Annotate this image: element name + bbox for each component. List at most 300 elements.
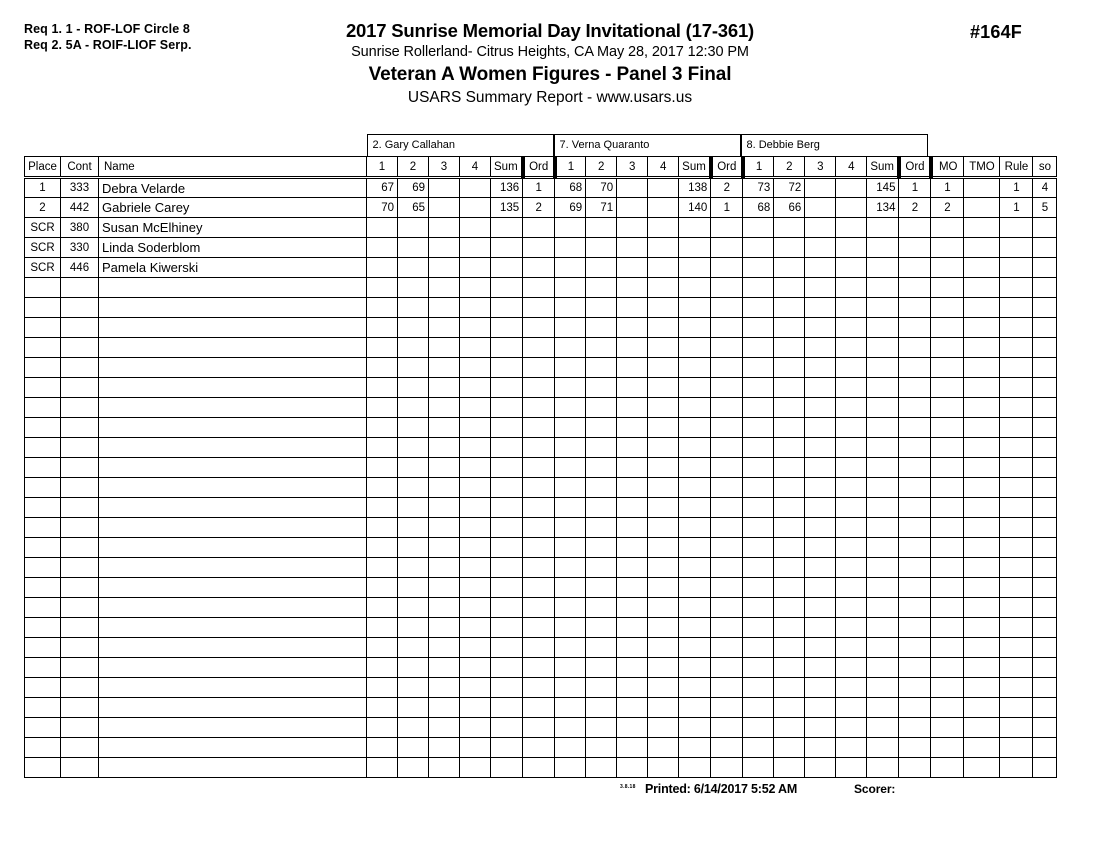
cell-empty (1033, 338, 1057, 358)
table-row-empty (25, 498, 1057, 518)
cell-empty (586, 318, 617, 338)
cell-empty (367, 338, 398, 358)
cell-j1-ord (523, 238, 555, 258)
cell-empty (836, 418, 867, 438)
cell-empty (679, 698, 711, 718)
cell-empty (836, 618, 867, 638)
cell-empty (61, 718, 99, 738)
cell-empty (617, 418, 648, 438)
cell-rule (1000, 218, 1033, 238)
table-row-empty (25, 298, 1057, 318)
cell-empty (367, 638, 398, 658)
table-row-empty (25, 418, 1057, 438)
cell-empty (836, 378, 867, 398)
cell-empty (964, 298, 1000, 318)
cell-j1-f4 (460, 218, 491, 238)
cell-empty (964, 698, 1000, 718)
cell-empty (586, 678, 617, 698)
cell-empty (1033, 438, 1057, 458)
cell-empty (61, 318, 99, 338)
scoresheet-grid (24, 156, 1057, 778)
cell-empty (774, 718, 805, 738)
cell-empty (523, 538, 555, 558)
cell-empty (491, 418, 523, 438)
cell-j3-f1 (743, 258, 774, 278)
cell-empty (743, 718, 774, 738)
cell-empty (931, 598, 964, 618)
cell-empty (25, 598, 61, 618)
cell-empty (523, 598, 555, 618)
cell-empty (899, 638, 931, 658)
cell-empty (25, 338, 61, 358)
cell-so: 5 (1033, 198, 1057, 218)
cell-empty (648, 438, 679, 458)
cell-empty (367, 678, 398, 698)
cell-j3-f4 (836, 258, 867, 278)
cell-empty (964, 518, 1000, 538)
col-header-name: Name (99, 157, 367, 178)
cell-empty (523, 418, 555, 438)
cell-empty (648, 458, 679, 478)
cell-empty (836, 338, 867, 358)
cell-empty (679, 578, 711, 598)
cell-empty (1000, 678, 1033, 698)
cell-empty (805, 578, 836, 598)
cell-empty (964, 478, 1000, 498)
table-row (25, 198, 1057, 218)
cell-empty (429, 558, 460, 578)
cell-j2-sum (679, 258, 711, 278)
cell-empty (899, 678, 931, 698)
cell-empty (61, 658, 99, 678)
cell-empty (617, 358, 648, 378)
cell-j2-f2 (586, 218, 617, 238)
cell-empty (99, 538, 367, 558)
cell-empty (711, 718, 743, 738)
cell-empty (99, 718, 367, 738)
cell-mo: 2 (931, 198, 964, 218)
cell-empty (867, 558, 899, 578)
cell-empty (460, 438, 491, 458)
cell-empty (429, 378, 460, 398)
cell-j1-f3 (429, 198, 460, 218)
cell-empty (555, 438, 586, 458)
cell-empty (555, 618, 586, 638)
col-header-j3-fig2: 2 (774, 157, 805, 178)
cell-empty (711, 558, 743, 578)
cell-empty (805, 598, 836, 618)
cell-empty (1033, 558, 1057, 578)
cell-empty (1033, 698, 1057, 718)
cell-empty (899, 378, 931, 398)
cell-empty (711, 298, 743, 318)
cell-empty (931, 478, 964, 498)
cell-empty (61, 558, 99, 578)
cell-empty (964, 578, 1000, 598)
cell-j1-sum: 136 (491, 178, 523, 198)
cell-empty (711, 678, 743, 698)
cell-empty (836, 738, 867, 758)
cell-empty (523, 338, 555, 358)
cell-empty (711, 518, 743, 538)
cell-empty (711, 698, 743, 718)
cell-empty (743, 498, 774, 518)
cell-empty (555, 738, 586, 758)
cell-j3-ord: 1 (899, 178, 931, 198)
cell-empty (964, 558, 1000, 578)
cell-j2-ord: 1 (711, 198, 743, 218)
cell-empty (1000, 718, 1033, 738)
cell-empty (805, 518, 836, 538)
cell-empty (429, 518, 460, 538)
cell-empty (398, 378, 429, 398)
cell-name: Gabriele Carey (99, 198, 367, 218)
cell-empty (1000, 698, 1033, 718)
cell-empty (1000, 738, 1033, 758)
cell-empty (491, 538, 523, 558)
cell-empty (899, 618, 931, 638)
cell-empty (964, 438, 1000, 458)
cell-empty (25, 358, 61, 378)
cell-empty (1000, 578, 1033, 598)
cell-empty (523, 718, 555, 738)
cell-j3-f1 (743, 218, 774, 238)
cell-empty (429, 458, 460, 478)
cell-empty (899, 298, 931, 318)
cell-empty (774, 438, 805, 458)
cell-j1-sum (491, 218, 523, 238)
cell-empty (491, 578, 523, 598)
cell-j3-ord (899, 258, 931, 278)
cell-empty (398, 518, 429, 538)
cell-j2-f1 (555, 238, 586, 258)
cell-empty (964, 598, 1000, 618)
cell-empty (367, 538, 398, 558)
cell-empty (867, 298, 899, 318)
cell-empty (61, 678, 99, 698)
cell-empty (586, 338, 617, 358)
cell-j1-ord: 2 (523, 198, 555, 218)
cell-empty (429, 678, 460, 698)
cell-j2-ord (711, 218, 743, 238)
cell-empty (899, 358, 931, 378)
cell-empty (1033, 498, 1057, 518)
cell-empty (805, 378, 836, 398)
cell-empty (398, 658, 429, 678)
cell-empty (1033, 458, 1057, 478)
cell-empty (743, 698, 774, 718)
cell-empty (931, 438, 964, 458)
cell-empty (899, 418, 931, 438)
cell-empty (679, 318, 711, 338)
cell-empty (398, 758, 429, 778)
cell-empty (805, 538, 836, 558)
cell-empty (460, 738, 491, 758)
cell-j1-ord: 1 (523, 178, 555, 198)
cell-j2-f4 (648, 218, 679, 238)
cell-empty (523, 278, 555, 298)
cell-empty (743, 418, 774, 438)
cell-empty (1000, 378, 1033, 398)
col-header-j2-fig2: 2 (586, 157, 617, 178)
cell-empty (523, 438, 555, 458)
cell-empty (867, 758, 899, 778)
cell-empty (617, 318, 648, 338)
cell-empty (61, 378, 99, 398)
cell-empty (867, 498, 899, 518)
cell-empty (367, 558, 398, 578)
cell-empty (743, 538, 774, 558)
cell-empty (867, 458, 899, 478)
cell-empty (429, 658, 460, 678)
cell-empty (743, 318, 774, 338)
cell-empty (774, 358, 805, 378)
cell-tmo (964, 178, 1000, 198)
cell-empty (679, 518, 711, 538)
cell-empty (711, 478, 743, 498)
cell-empty (429, 618, 460, 638)
table-row-empty (25, 718, 1057, 738)
cell-empty (491, 338, 523, 358)
cell-empty (99, 758, 367, 778)
cell-empty (931, 318, 964, 338)
cell-empty (460, 458, 491, 478)
cell-empty (711, 318, 743, 338)
report-subtitle: USARS Summary Report - www.usars.us (407, 89, 693, 106)
col-header-j1-fig1: 1 (367, 157, 398, 178)
cell-empty (555, 298, 586, 318)
cell-j3-f3 (805, 178, 836, 198)
scorer-label: Scorer: (854, 782, 896, 796)
cell-empty (460, 598, 491, 618)
cell-empty (836, 678, 867, 698)
table-row-empty (25, 638, 1057, 658)
cell-empty (805, 718, 836, 738)
col-header-j1-fig4: 4 (460, 157, 491, 178)
cell-empty (491, 618, 523, 638)
cell-empty (367, 458, 398, 478)
cell-empty (1000, 638, 1033, 658)
cell-empty (61, 518, 99, 538)
cell-empty (398, 438, 429, 458)
cell-empty (867, 698, 899, 718)
cell-j2-f2: 70 (586, 178, 617, 198)
cell-empty (617, 338, 648, 358)
cell-empty (931, 558, 964, 578)
table-row-empty (25, 598, 1057, 618)
cell-empty (648, 598, 679, 618)
cell-empty (398, 538, 429, 558)
cell-empty (836, 438, 867, 458)
cell-j3-ord (899, 238, 931, 258)
cell-empty (523, 578, 555, 598)
cell-empty (711, 338, 743, 358)
cell-empty (648, 538, 679, 558)
col-header-cont: Cont (61, 157, 99, 178)
cell-empty (99, 478, 367, 498)
cell-empty (1000, 318, 1033, 338)
cell-j3-f3 (805, 238, 836, 258)
cell-empty (743, 278, 774, 298)
cell-empty (867, 358, 899, 378)
col-header-mo: MO (931, 157, 964, 178)
cell-empty (429, 398, 460, 418)
cell-empty (774, 538, 805, 558)
cell-empty (679, 618, 711, 638)
cell-empty (523, 678, 555, 698)
col-header-tmo: TMO (964, 157, 1000, 178)
cell-empty (648, 578, 679, 598)
cell-empty (61, 478, 99, 498)
table-row-empty (25, 458, 1057, 478)
cell-empty (899, 598, 931, 618)
cell-empty (679, 438, 711, 458)
cell-empty (555, 338, 586, 358)
cell-empty (99, 338, 367, 358)
cell-cont: 380 (61, 218, 99, 238)
cell-empty (805, 458, 836, 478)
cell-empty (836, 638, 867, 658)
cell-empty (398, 478, 429, 498)
cell-empty (617, 558, 648, 578)
event-title: Veteran A Women Figures - Panel 3 Final (368, 64, 732, 85)
cell-empty (1033, 418, 1057, 438)
table-row (25, 238, 1057, 258)
cell-empty (1033, 598, 1057, 618)
cell-empty (555, 538, 586, 558)
cell-empty (931, 758, 964, 778)
venue-datetime: Sunrise Rollerland- Citrus Heights, CA May 28, 2017 12:30 PM (351, 44, 749, 60)
cell-empty (836, 498, 867, 518)
cell-j2-sum: 138 (679, 178, 711, 198)
cell-empty (429, 438, 460, 458)
table-row-empty (25, 378, 1057, 398)
cell-cont: 446 (61, 258, 99, 278)
cell-empty (99, 498, 367, 518)
cell-empty (774, 678, 805, 698)
cell-empty (491, 718, 523, 738)
cell-empty (25, 438, 61, 458)
cell-empty (964, 338, 1000, 358)
cell-empty (679, 378, 711, 398)
cell-empty (25, 718, 61, 738)
cell-empty (25, 418, 61, 438)
cell-j3-f3 (805, 218, 836, 238)
cell-empty (711, 578, 743, 598)
cell-empty (899, 498, 931, 518)
cell-empty (964, 538, 1000, 558)
cell-empty (491, 558, 523, 578)
cell-empty (99, 418, 367, 438)
col-header-j3-fig1: 1 (743, 157, 774, 178)
cell-j2-sum (679, 238, 711, 258)
cell-empty (867, 518, 899, 538)
cell-empty (679, 278, 711, 298)
cell-empty (555, 598, 586, 618)
table-row-empty (25, 478, 1057, 498)
cell-empty (1000, 278, 1033, 298)
cell-empty (867, 438, 899, 458)
cell-empty (555, 458, 586, 478)
cell-empty (491, 318, 523, 338)
cell-place: 2 (25, 198, 61, 218)
cell-empty (964, 358, 1000, 378)
cell-empty (586, 438, 617, 458)
cell-empty (99, 278, 367, 298)
cell-empty (523, 358, 555, 378)
document-code: #164F (969, 22, 1022, 42)
cell-empty (555, 278, 586, 298)
cell-empty (648, 758, 679, 778)
col-header-j2-fig4: 4 (648, 157, 679, 178)
cell-empty (61, 338, 99, 358)
cell-empty (836, 718, 867, 738)
cell-empty (398, 338, 429, 358)
cell-empty (836, 558, 867, 578)
cell-empty (25, 278, 61, 298)
col-header-j3-ord: Ord (899, 157, 931, 178)
cell-j3-sum: 145 (867, 178, 899, 198)
cell-empty (367, 298, 398, 318)
cell-j1-f1 (367, 218, 398, 238)
cell-empty (61, 298, 99, 318)
cell-empty (1000, 618, 1033, 638)
cell-empty (711, 638, 743, 658)
cell-empty (617, 378, 648, 398)
cell-empty (774, 738, 805, 758)
cell-empty (25, 538, 61, 558)
cell-empty (899, 398, 931, 418)
col-header-j3-fig4: 4 (836, 157, 867, 178)
cell-empty (931, 658, 964, 678)
cell-empty (617, 638, 648, 658)
table-head (25, 157, 1057, 178)
cell-empty (460, 558, 491, 578)
cell-empty (899, 538, 931, 558)
cell-empty (586, 618, 617, 638)
cell-empty (1033, 398, 1057, 418)
cell-empty (586, 498, 617, 518)
cell-j3-sum (867, 238, 899, 258)
cell-empty (931, 638, 964, 658)
cell-empty (61, 358, 99, 378)
cell-j2-sum: 140 (679, 198, 711, 218)
cell-empty (617, 398, 648, 418)
col-header-j1-ord: Ord (523, 157, 555, 178)
cell-empty (367, 598, 398, 618)
cell-empty (460, 498, 491, 518)
cell-empty (491, 278, 523, 298)
cell-name: Pamela Kiwerski (99, 258, 367, 278)
cell-empty (774, 418, 805, 438)
cell-empty (555, 478, 586, 498)
cell-empty (711, 538, 743, 558)
cell-empty (25, 318, 61, 338)
cell-empty (711, 378, 743, 398)
table-row-empty (25, 678, 1057, 698)
cell-empty (367, 518, 398, 538)
cell-empty (648, 398, 679, 418)
cell-empty (367, 718, 398, 738)
cell-empty (367, 318, 398, 338)
cell-j2-f4 (648, 258, 679, 278)
cell-empty (99, 598, 367, 618)
cell-empty (899, 278, 931, 298)
table-row-empty (25, 618, 1057, 638)
cell-empty (774, 758, 805, 778)
cell-j2-f3 (617, 218, 648, 238)
cell-empty (774, 578, 805, 598)
